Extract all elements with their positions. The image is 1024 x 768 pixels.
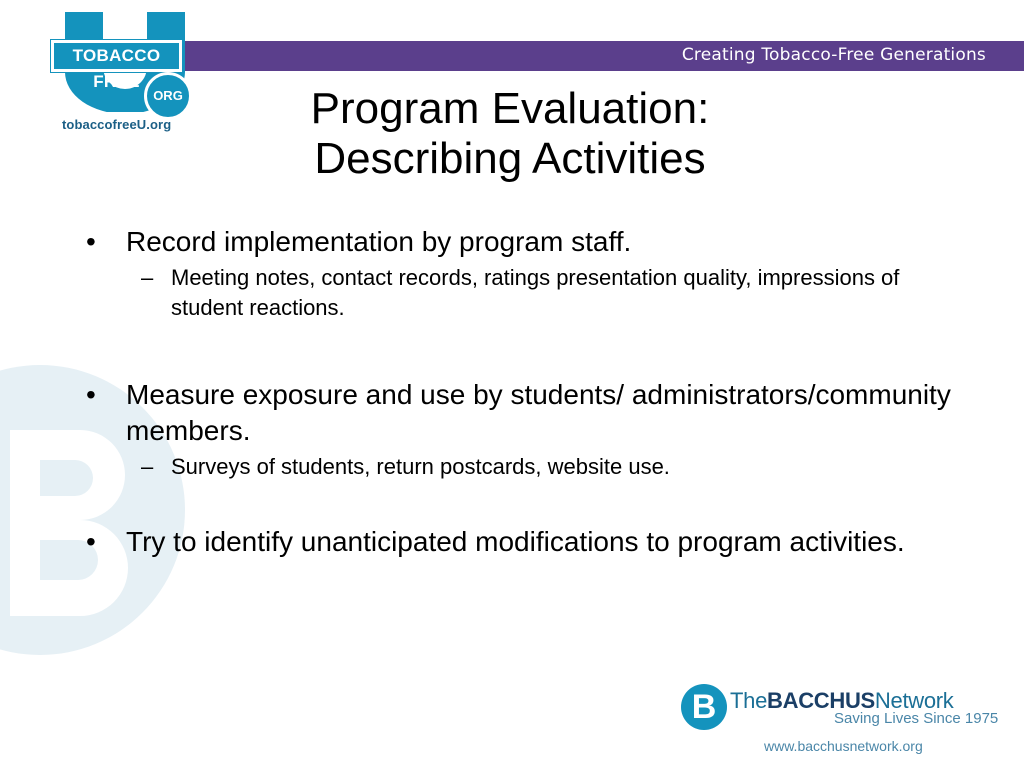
bullet-list [86,224,966,560]
sub-bullet-item [86,452,966,482]
slide-title [200,84,820,184]
header-band [178,41,1024,71]
bacchus-url: www.bacchusnetwork.org [764,738,923,754]
bullet-marker: • [86,379,96,410]
bacchus-name-prefix: The [730,688,768,713]
logo-url: tobaccofreeU.org [62,117,172,132]
bullet-item [86,524,966,560]
logo-box [51,40,182,91]
bacchus-name-suffix: Network [874,688,954,713]
header-tagline: Creating Tobacco-Free Generations [681,45,986,65]
sub-bullet-item [86,263,966,323]
bullet-item [86,377,966,449]
dash-marker: – [141,265,154,290]
logo-box-text: TOBACCO FREE [72,46,161,91]
title-line-1: Program Evaluation: [310,84,710,133]
logo-org-badge: ORG [144,72,192,120]
dash-marker: – [141,454,154,479]
bullet-text: Record implementation by program staff. [126,226,632,257]
bacchus-tagline: Saving Lives Since 1975 [834,710,999,727]
bacchus-logo-icon: B [681,684,727,730]
bullet-text: Try to identify unanticipated modifications to program activities. [126,526,905,557]
title-line-2: Describing Activities [314,134,706,183]
sub-bullet-text: Meeting notes, contact records, ratings presentation quality, impressions of student reactions. [171,265,900,320]
bullet-marker: • [86,526,96,557]
bullet-item [86,224,966,260]
bacchus-name-bold: BACCHUS [767,688,875,713]
sub-bullet-text: Surveys of students, return postcards, website use. [171,454,670,479]
bullet-text: Measure exposure and use by students/ administrators/community members. [126,379,951,446]
bullet-marker: • [86,226,96,257]
